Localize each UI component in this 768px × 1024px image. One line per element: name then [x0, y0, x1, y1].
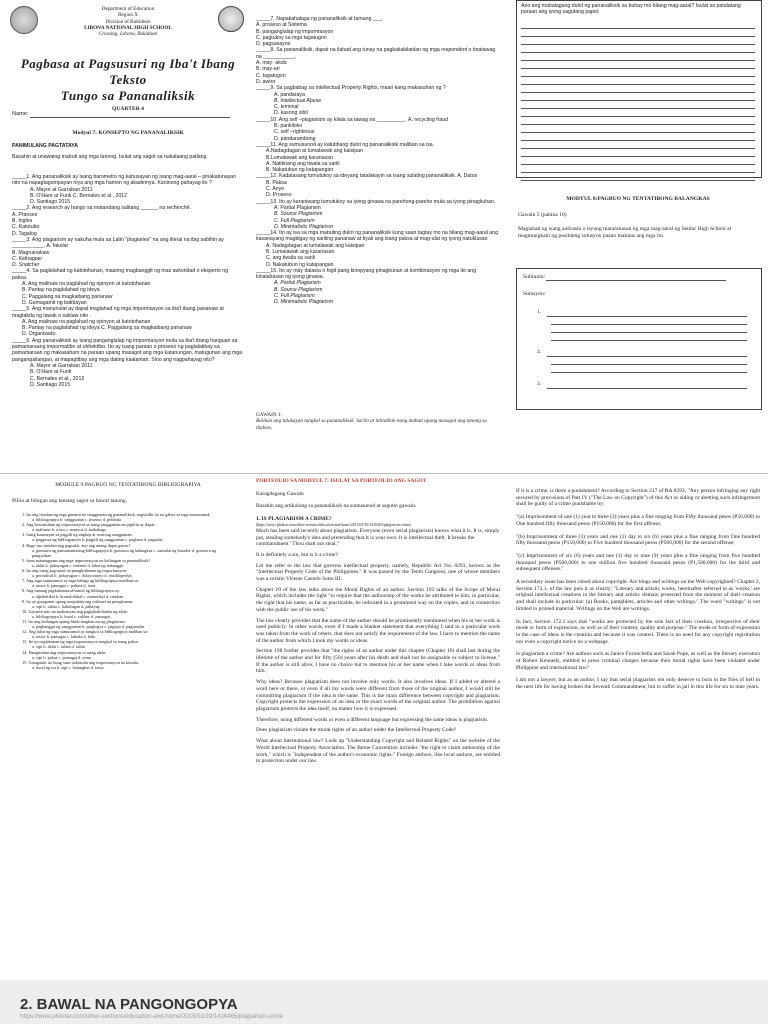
crime-paragraph: A secondary issue has been raised about copyright. Are blogs and writings on the Web copyrighted? Chapter 2, Section 172.1, of the law puts it as clearly: "Literary and artistic works, hereinafter referred to as 'works,' are original intellectual creations in the literary and artistic domain protected from the moment of their creation and shall include in particular: (a) Books, pamphlets, articles and other writings." The word "writings" is not limited to printed material. Writings on the Web are writings. — [516, 579, 760, 612]
quiz-choice: C. Paggalang sa magkaibang pananaw — [22, 293, 113, 300]
quiz-choice: D. Organisado. — [22, 331, 57, 338]
bib-item: 14. Pinagmulan ang impormasyon sa isang akda: — [22, 649, 107, 655]
karagdagang-gawain: Karagdagang Gawain — [256, 490, 304, 497]
header-dept: Department of Education — [101, 6, 155, 12]
crime-paragraph: "(c) Imprisonment of six (6) years and one (1) day to nine (9) years plus a fine ranging from five hundred thousand pesos (P500,000) to one million five hundred thousand pesos (P1,500,000) for the third and subsequent offenses." — [516, 552, 760, 573]
bib-choices: a. bibliograpiya b. sanggunian c. kwento d. pelikula — [32, 517, 121, 523]
name-label: Name: — [12, 111, 29, 118]
bib-choices: a. gumawa ng pansamantalang bibliograpiya b. gumawa ng balangkas c. sumulat ng burador d. gumawa ng pangwakas — [32, 547, 217, 558]
page-top-right — [512, 0, 768, 470]
bib-choices: a. alpabetikal b. kronolohikal c. numerikal d. random — [32, 593, 124, 599]
school-logo-icon — [218, 6, 244, 32]
article-paragraph: The law clearly provides that the name of the author should be prominently mentioned when his or her work is used publicly. In other words, even if I made a blanket statement that everything I said in a particular work was taken from the work of others, that does not satisfy the requirement of the law. I have to mention the name of the author from which I took my words or ideas. — [256, 617, 500, 644]
crime-paragraph: "(a) Imprisonment of one (1) year to three (3) years plus a fine ranging from Fifty thousand pesos (P50,000) to One hundred fifty thousand pesos (P150,000) for the first offense; — [516, 514, 760, 527]
quiz-choice: A. Ang malinaw na paglahad ng opinyon at katotohanan — [22, 318, 151, 325]
bib-choices: a. buod ng isa b. sipi c. balangkas d. tema — [32, 664, 104, 670]
article-paragraph: It is definitely a sin, but is it a crime? — [256, 551, 338, 558]
bib-item: 12. Ang lahat ng mga sumusunod ay tungkol sa bibliograpiya maliban sa: — [22, 629, 149, 635]
solusyon-number: 3. — [537, 381, 542, 387]
module8-instructions: Maglahad ng isang aulirasin o isyung mararanasan ng mga mag-aaral ng Senior High School at magmungkahi ng posibleng solusyon paano malutas ang mga ito. — [518, 226, 732, 239]
header-division: Division of Bukidnon — [105, 18, 151, 25]
quiz-item: _____10. Ang self –plagiarism ay kilala sa tawag na __________. A. recycling fraud — [256, 116, 449, 123]
bib-item: 8. Ang tamang pagkakasunod-sunod ng bibliograpiya ay: — [22, 588, 121, 594]
bib-item: 7. Ang mga sumusunod ay mga bahagi ng bibliograpiya maliban sa: — [22, 578, 139, 584]
suliranin-label: Suliranin: — [523, 274, 546, 281]
bib-choices: a. sipi b. talata c. kahulugan d. pahayag — [32, 603, 100, 609]
quiz-choice: D. Proseso — [266, 192, 292, 199]
suliranin-field[interactable] — [546, 273, 726, 281]
quiz-choice: B. O'Hare at Funk C. Bernales et al., 2012 — [30, 192, 128, 199]
quiz-choice: C. tagatugon — [256, 72, 286, 79]
quiz-choice: A. may- akda — [256, 60, 287, 67]
essay-lines — [521, 21, 755, 181]
article-paragraph: Does plagiarism violate the moral rights of an author under the Intellectual Property Code? — [256, 727, 457, 734]
quiz-item: _____15. Ito ay may dalawa o higit pang kinopyang pinagkunan at kombinasyon ng mga ito ang kinalabasan ng iyong ginawa. — [256, 267, 477, 281]
bib-item: 2. Ang kawastuhan ng impormasyon sa isang sanggunian na pipiliin ay dapat: — [22, 522, 156, 528]
quiz-choice: B. panganglalap ng impormasyon — [256, 28, 334, 35]
quiz-choice: A. Partial Plagiarism — [274, 280, 321, 287]
article-paragraph: What about international law? Look up "Understanding Copyright and Related Rights" on the website of the World Intellectual Property Association. The Berne Convention includes "the right to claim authorship of the work," which is "independent of the author's economic rights." Foreign authors, like local authors, are entitled to protection under our law. — [256, 738, 500, 765]
bib-item: 11. Ito ang kailangan upang hindi magkaroon ng plagiarism: — [22, 618, 126, 624]
solusyon-field-3[interactable] — [547, 381, 747, 389]
quiz-choice: D. pagsasayos — [256, 41, 291, 48]
quiz-item: _____3. Ang plagiarism ay nakuha mula sa Latin "plagiaries" na ang literal na ibig sabihin ay ___________. A. fakolar — [12, 236, 224, 250]
quiz-choice: B. Pantay na paglalahad ng ideya — [22, 287, 100, 294]
module9-instructions: Piliin at bilugan ang tamang sagot sa bawat tanong. — [12, 498, 128, 504]
article-paragraph: Let me refer to the law that governs intellectual property, namely, Republic Act No. 8293, known as the "Intellectual Property Code of the Philippines." It was passed by the Tenth Congress, one of whose members was a certain Vicente Castelo Sotto III. — [256, 562, 500, 583]
quiz-choice: B. Magnanakaw — [12, 249, 50, 256]
page-bottom-left — [0, 476, 256, 976]
article-source-link[interactable]: (https://www.philstar.com/other-sections/education-and-home/2015/01/29/1418465/plagiarism-crime) — [256, 522, 411, 527]
quiz-choice: B. Nakatubuo ng katapangan — [266, 167, 334, 174]
crime-paragraph: If it is a crime, is there a punishment? According to Section 217 of RA 8293, "Any person infringing any right secured by provisions of Part IV ("The Law on Copyright") of this Act or aiding or abetting such infringement shall be guilty of a crime punishable by: — [516, 488, 760, 508]
title-line-2: Tungo sa Pananaliksik — [60, 88, 196, 103]
quiz-choice: B. Source Plagiarism — [274, 286, 323, 293]
bib-choices: a. awtor b. pamagat c. pahina d. taon — [32, 583, 96, 589]
solusyon-label: Solusyon: — [523, 291, 546, 297]
quiz-choice: A. proseso at Sistema — [256, 22, 307, 29]
quarter-label: QUARTER 4 — [112, 106, 144, 112]
quiz-choice: D. Nakatubuo ng katapangan — [266, 261, 334, 268]
quiz-choice: C. ang tiwala sa sarili — [266, 255, 316, 262]
module7-instructions: Basahin at unawaing mabuti ang mga tanong. Isulat ang sagot sa nakalaang patlang. — [12, 154, 208, 160]
module9-title: MODULE 9:PAGBUO NG TENTATIBONG BIBLIOGRAPIYA — [55, 482, 201, 488]
bib-choices: a. sipi b. paksa c. pamagat d. tema — [32, 654, 91, 660]
article-paragraph: Therefore, using different words or even a different language but expressing the same ideas is plagiarism. — [256, 716, 489, 723]
quiz-choice: B. Ingles — [12, 218, 33, 225]
portfolio-question-1: 1. IS PLAGIARISM A CRIME? — [256, 516, 332, 523]
quiz-choice: D. kasong sibil — [274, 110, 308, 117]
quiz-item: _____2. Ang research ay hango sa matandang salitang ______ na recherché. — [12, 205, 192, 212]
crime-paragraph: "(b) Imprisonment of three (3) years and one (1) day to six (6) years plus a fine ranging from One hundred fifty thousand pesos (P150,000) to Five hundred thousand pesos (P500,000) for the second offense; — [516, 533, 760, 547]
article-paragraph: Chapter 10 of the law talks about the Moral Rights of an author. Section 193 talks of the Scope of Moral Rights, which includes the right "to require that the authorship of the works be attributed to him, in particular, the right that his name, as far as practicable, be indicated in a prominent way on the copies, and in connection with the public use of his work." — [256, 586, 500, 613]
quiz-choice: C. Bernales et al., 2012 — [30, 375, 85, 382]
quiz-choice: D. Santiago 2015 — [30, 199, 71, 206]
bib-item: 4. Bago mo simulan ang pagsulat, ano ang unang dapat gawin? — [22, 542, 131, 548]
quiz-choice: C. Anyo — [266, 186, 285, 193]
deped-seal-icon — [10, 6, 38, 34]
quiz-choice: C. Katutubo — [12, 224, 40, 231]
module9-items — [22, 512, 232, 670]
quiz-items-mid — [256, 16, 500, 404]
quiz-choice: B. Lumalawak ang karanasan — [266, 248, 335, 255]
portfolio-article — [256, 478, 500, 765]
gawain1-text: Balikan ang talakayan tungkol sa pananaliksik. Sariin at intindihin nang mabuti upang masagot ang tanong sa ibabaw. — [256, 418, 487, 431]
quiz-choice: D. Gumagamit ng batibayan — [22, 299, 87, 306]
quiz-choice: D. Snatcher — [12, 262, 40, 269]
quiz-item: _____13. Ito ay karaniwang tumutukoy sa iyong ginawa na parehong-pareho mula sa iyong pinagkuhan. — [256, 198, 496, 205]
quiz-choice: B. Intellectual Abuse — [274, 97, 322, 104]
bib-item: 3. Isang kasanayan sa pagpili ng angkop at wastong sanggunian: — [22, 532, 133, 538]
quiz-choice: C. pagtukoy sa mga tagatugon — [256, 34, 327, 41]
quiz-choice: C. Full Plagiarism — [274, 293, 315, 300]
portfolio-title: PORTFOLIO SA MODYUL 7: ISULAT SA PORTFOLIO ANG SAGOT — [256, 478, 427, 484]
article-paragraph: Section 198 further provides that "the rights of an author under this chapter (Chapter 10) shall last during the lifetime of the author and for fifty (50) years after his death and shall not be assignable or subject to license." If the author is still alive, I have no choice but to mention his or her name when I take words or ideas from him. — [256, 648, 500, 675]
suliranin-box — [516, 268, 762, 410]
quiz-choice: D. awtor — [256, 78, 276, 85]
quiz-choice: D. Tagalog — [12, 230, 37, 237]
bib-item: 6. Ito ang isang pag-aaral na pinagkuhanan ng impormasyon: — [22, 568, 128, 574]
bib-item: 9. Ito ay ginagamit upang maipakita ang orihinal na pinagkunan: — [22, 598, 134, 604]
header-region: Region X — [117, 12, 139, 19]
quiz-choice: B.Lumalawak ang karanasan — [266, 154, 333, 161]
footer-link[interactable]: https://www.philstar.com/other-sections/education-and-home/2015/01/29/1418465/plagiarism-crime — [20, 1014, 283, 1020]
crime-paragraph: I am not a lawyer, but as an author, I say that serial plagiarists not only deserve to burn in the fires of hell in the next life for having broken the Seventh Commandment, but to suffer in jail in this life for six to nine years. — [516, 677, 760, 691]
page-top-left — [0, 0, 256, 470]
bib-item: 13. Ito ay naglalaman ng mga impormasyon tungkol sa isang paksa: — [22, 639, 139, 645]
bib-choices: a. pagbanggit ng sanggunian b. pagkopya c. pagsipi d. pagsasalin — [32, 624, 145, 630]
bib-item: 5. Saan matatagpuan ang mga impormasyon na kailangan sa pananaliksik? — [22, 557, 151, 563]
page-bottom-right — [512, 476, 768, 976]
solusyon-field-1[interactable] — [547, 309, 747, 317]
quiz-item: _____9. Sa pagbabag sa Intellectual Property Rights, maari kang makasuhan ng ? — [256, 85, 446, 92]
solusyon-number: 2. — [537, 349, 542, 355]
quiz-choice: B. Source Plagiarism — [274, 211, 323, 218]
quiz-choice: A. Ang malinaw na paglahad ng opinyon at katotohanan — [22, 281, 151, 288]
quiz-choice: B. O'Hare at Funk — [30, 369, 72, 376]
bib-item: 1. Ito ang listahan ng mga ginamit na sanggunian ng pananaliksik, nagsisilbi ito na gabay sa mga sumusunod: — [22, 512, 211, 517]
quiz-item: _____12. Kadalasang tumutukoy sa ideyang tatalakayin sa isang sulating pananaliksik. A. Datos — [256, 173, 478, 180]
module7-section: PANIMULANG PAGTATAYA — [12, 143, 78, 149]
header-motto: Crossing, Libona, Bukidnon — [98, 31, 158, 38]
quiz-choice: A. Nadagdagan at lumalawak ang kaisipan — [266, 242, 365, 249]
bib-choices: a. aklat b. pahayagan c. internet d. lahat ng nabanggit — [32, 562, 124, 568]
article-paragraph: Why ideas? Because plagiarism does not involve only words. It also involves ideas. If I added or altered a word here or there, or even if all my words were different from those of the original author, I would still be committing plagiarism if the idea is the same. This is the main difference between copyright and plagiarism. Copyright protects the expression of an idea or the exact words of the original author. The prohibition against plagiarism protects the idea itself, no matter how it is expressed. — [256, 679, 500, 712]
quiz-choice: C. kriminal — [274, 104, 299, 111]
quiz-choice: A. pandaraya — [274, 91, 305, 98]
quiz-choice: A. Partial Plagiarism — [274, 204, 321, 211]
quiz-item: _____1. Ang pananaliksik ay isang barometro ng kahusayan ng isang mag-aaral – pinakatunayan nito na napagtagumpayan niya ang mga hamon ng akademya. Kaninong pahayag ito ? — [12, 174, 237, 187]
quiz-item: _____4. Sa paglalahad ng katotohanan, maaring magbanggit ng mas awtoridad o eksperto ng paksa. — [12, 268, 229, 281]
quiz-choice: D. Minimalistic Plagiarism — [274, 299, 334, 306]
quiz-choice: A. Natitinang ang tiwala sa sarili — [266, 160, 340, 167]
solusyon-number: 1. — [537, 309, 542, 315]
crime-article — [516, 488, 760, 691]
title-line-1: Pagbasa at Pagsusuri ng Iba't Ibang Teksto — [20, 56, 236, 87]
bib-item: 10. Layunin nito na malinawan ang pagkakakilanlan ng akda: — [22, 608, 128, 614]
quiz-choice: D. Minimalistic Plagiarism — [274, 223, 334, 230]
essay-question: Ano ang mahalagang dulot ng pananaliksik sa buhay mo bilang mag-aaral? Isulat sa patalatang paraan ang iyong sagutang papel. — [521, 3, 741, 16]
bib-choices: a. paggawa ng bibliograpiya b. pagpili ng sanggunian c. pagbasa d. pagsulat — [32, 537, 163, 543]
quiz-choice: C. Kidnapper — [12, 255, 43, 262]
quiz-item: _____11. Ang sumusunod ay katutihang dulot ng pananaliksik maliban sa isa. — [256, 141, 435, 148]
footer-heading: 2. BAWAL NA PANGONGOPYA — [20, 996, 238, 1013]
quiz-choice: C. self –righteous — [274, 129, 315, 136]
quiz-choice: A.Nadagdagan at lumalawak ang kaisipan — [266, 148, 363, 155]
bib-choices: a. malinaw b. totoo c. maayos d. makabago — [32, 527, 107, 533]
bib-choices: a. sipi b. aklat c. talata d. salita — [32, 644, 85, 650]
quiz-choice: B. Pantay na paglalahad ng ideya C. Paggalang sa magkaibang pananaw — [22, 325, 192, 332]
gawain1-title: GAWAIN 1: — [256, 412, 282, 418]
bib-choices: a. bibliograpiya b. buod c. saklaw d. pamagat — [32, 613, 110, 619]
quiz-choice: A. Mayor at Garraban 2011 — [30, 362, 93, 369]
portfolio-basahin: Basahin ang artikulong sa pananaliksik na sumusunod at sagutin gawain. — [256, 503, 417, 510]
page-divider — [0, 473, 768, 474]
quiz-choice: A. Pranses — [12, 211, 38, 218]
essay-box[interactable] — [516, 0, 762, 178]
quiz-item: _____14. Ito ay isa sa mga mabuting dulot ng pananaliksik kung saan tagtay mo na bilang mag-aaral ang kasanayang magbigay ng sariling pananaw at tiyak ang isang paksa at mag-ulat ng iyong natuklasan — [256, 230, 498, 243]
bib-choices: a. awtor b. pamagat c. lathala d. hula — [32, 634, 96, 640]
bib-item: 15. Ginagamit ito kung saan nakasulat ang impormasyon na kinuha: — [22, 659, 139, 665]
gawain5-label: Gawain 5 (pahina 10) — [518, 212, 567, 218]
bib-choices: a. periodical b. pahayagan c. diksyonaryo d. ensiklopedya — [32, 573, 132, 579]
article-paragraph: Much has been said recently about plagiarism. Everyone (even serial plagiarists) knows what it is. It is, simply put, stealing somebody's idea and pretending that it is your own. It is intellectual theft. It breaks the commandment "Thou shalt not steal." — [256, 527, 500, 548]
quiz-choice: D. pandarambong — [274, 135, 316, 142]
quiz-item: _____7. Napakahalaga ng pananaliksik at tamang ___. — [256, 16, 383, 22]
quiz-choice: A. Mayor at Garraban 2011 — [30, 186, 93, 193]
name-field[interactable] — [30, 110, 230, 118]
quiz-choice: B. Paksa — [266, 179, 287, 186]
quiz-choice: D. Santiago 2015 — [30, 381, 71, 388]
page-bottom-middle — [256, 476, 512, 976]
module7-title: Modyul 7: KONSEPTO NG PANANALIKSIK — [72, 130, 184, 136]
page-top-middle — [256, 0, 512, 470]
quiz-items-left — [12, 174, 244, 470]
module8-title: MODYUL 8:PAGBUO NG TENTATIBONG BALANGKAS — [566, 196, 710, 202]
quiz-choice: B. may-ari — [256, 66, 280, 73]
quiz-item: _____6. Ang pananaliksik ay isang panganglalap ng impormasyon mula sa iba't ibang hanguan sa pamamaraang impormatibo at obhektibo. Ito ay isang paraan o proseso ng paglalakbay sa pamamaraan ng makasaham na paraan upang masagot ang mga katanungan, matugunan ang mga pangangailangan, at mapagtibay ang mga dating kaalaman. Sino ang nagpahayag nito? — [12, 337, 243, 363]
crime-paragraph: Is plagiarism a crime? Are authors such as Janice Formichella and Sarah Pope, as well as the literary executors of Robert Kennedy, entitled to press criminal charges because their moral rights have been violated under Philippine and international law? — [516, 651, 760, 671]
quiz-choice: C. Full Plagiarism — [274, 217, 315, 224]
solusyon-field-2[interactable] — [547, 349, 747, 357]
header-school: LIBONA NATIONAL HIGH SCHOOL — [84, 24, 172, 31]
quiz-item: _____5. Ang manunulat ay dapat maglahad ng mga impormasyon sa iba't ibang pananaw at magtakda ng lawak o saklaw nito . — [12, 306, 224, 319]
quiz-item: _____8. Sa pananaliksik, dapat na ilahad ang tunay na pagkakakilanlan ng mga respondent o tinatawag na ___________. — [256, 47, 496, 60]
quiz-choice: B. pankiloko — [274, 123, 303, 130]
crime-paragraph: In fact, Section 172.2 says that "works are protected by the sole fact of their creation, irrespective of their mode or form of expression, as well as of their content, quality and purpose." The mode or form of expression in the case of ideas is the creation and because it was created. There is no need for any copyright registration nor even a copyright notice on a webpage. — [516, 618, 760, 645]
